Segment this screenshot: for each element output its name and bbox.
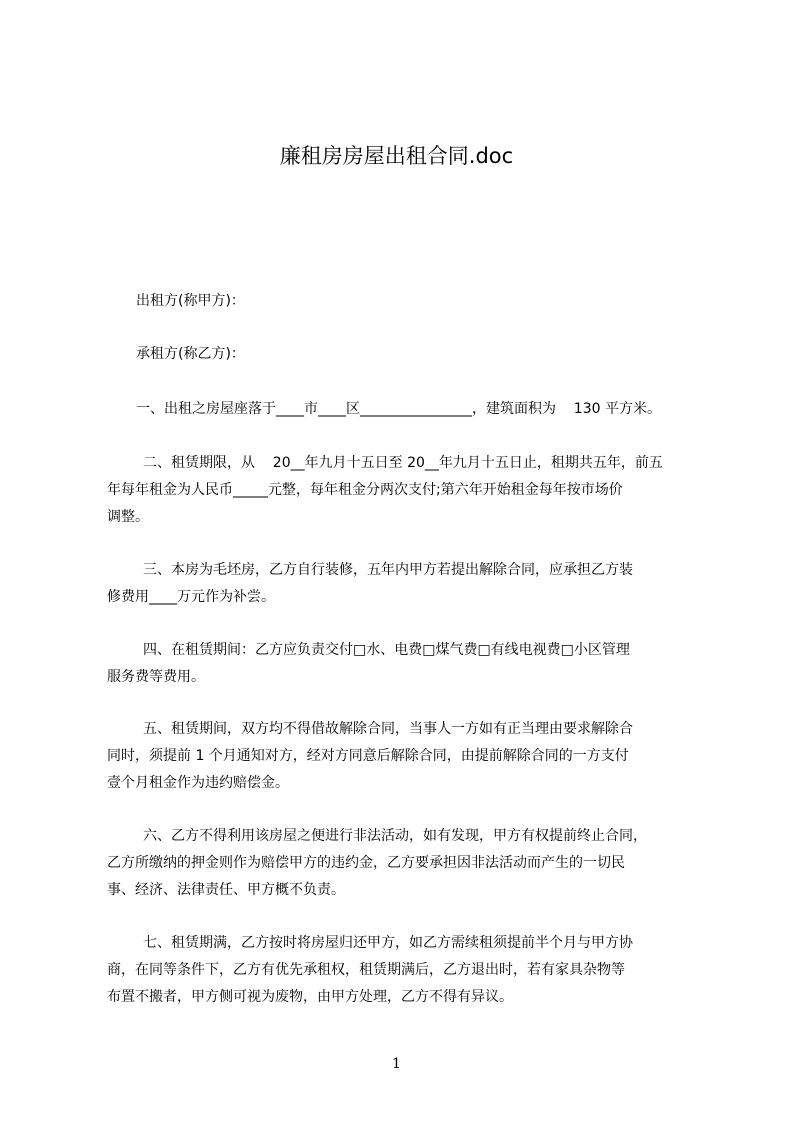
lessee-line: 承租方(称乙方)： xyxy=(136,346,245,362)
clause-7-line-2: 商，在同等条件下，乙方有优先承租权，租赁期满后，乙方退出时，若有家具杂物等 xyxy=(107,962,625,978)
clause-1-line-1: 一、出租之房屋座落于____市____区________________，建筑面积为 130 平方米。 xyxy=(136,401,661,417)
clause-3-line-2: 修费用____万元作为补尝。 xyxy=(107,589,275,605)
clause-2-line-3: 调整。 xyxy=(107,509,149,525)
document-title: 廉租房房屋出租合同.doc xyxy=(279,144,514,168)
clause-3-line-1: 三、本房为毛坯房，乙方自行装修，五年内甲方若提出解除合同，应承担乙方装 xyxy=(143,562,633,578)
clause-6-line-3: 事、经济、法律责任、甲方概不负责。 xyxy=(107,882,345,898)
clause-4-line-2: 服务费等费用。 xyxy=(107,669,205,685)
clause-2-line-2: 年每年租金为人民币_____元整，每年租金分两次支付;第六年开始租金每年按市场价 xyxy=(107,482,623,498)
clause-2-line-1: 二、租赁期限，从 20__年九月十五日至 20__年九月十五日止，租期共五年，前五 xyxy=(143,455,663,471)
clause-5-line-2: 同时，须提前 1 个月通知对方，经对方同意后解除合同，由提前解除合同的一方支付 xyxy=(107,748,629,764)
clause-4-line-1: 四、在租赁期间：乙方应负责交付□水、电费□煤气费□有线电视费□小区管理 xyxy=(143,642,630,658)
lessor-line: 出租方(称甲方)： xyxy=(136,293,245,309)
clause-5-line-3: 壹个月租金作为违约赔偿金。 xyxy=(107,775,289,791)
clause-7-line-1: 七、租赁期满，乙方按时将房屋归还甲方，如乙方需续租须提前半个月与甲方协 xyxy=(143,935,633,951)
clause-6-line-1: 六、乙方不得利用该房屋之便进行非法活动，如有发现，甲方有权提前终止合同， xyxy=(143,828,647,844)
clause-7-line-3: 布置不搬者，甲方侧可视为废物，由甲方处理，乙方不得有异议。 xyxy=(107,989,513,1005)
clause-6-line-2: 乙方所缴纳的押金则作为赔偿甲方的违约金，乙方要承担因非法活动而产生的一切民 xyxy=(107,855,625,871)
page-number: 1 xyxy=(392,1056,401,1072)
clause-5-line-1: 五、租赁期间，双方均不得借故解除合同，当事人一方如有正当理由要求解除合 xyxy=(143,721,633,737)
